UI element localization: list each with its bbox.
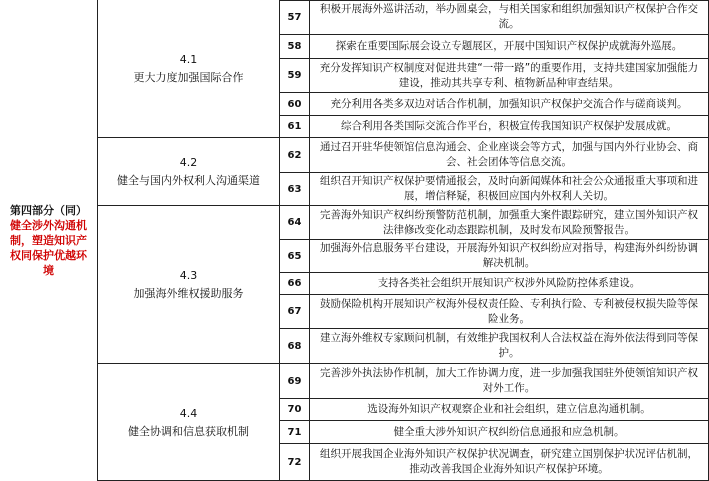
table-row [280, 399, 709, 421]
row-text: 综合利用各类国际交流合作平台，积极宣传我国知识产权保护发展成就。 [341, 120, 677, 132]
row-number: 69 [280, 364, 310, 398]
part-subtitle: 健全涉外沟通机制，塑造知识产权同保护优越环境 [10, 219, 87, 277]
row-text: 组织召开知识产权保护要情通报会，及时向新闻媒体和社会公众通报重大事项和进展，增信释疑，积极回应国内外权利人关切。 [320, 175, 698, 202]
row-number: 65 [280, 240, 310, 272]
row-text: 建立海外维权专家顾问机制，有效维护我国权利人合法权益在海外依法得到同等保护。 [320, 332, 698, 359]
row-number: 72 [280, 444, 310, 480]
table-row [280, 138, 709, 173]
row-text: 选设海外知识产权观察企业和社会组织，建立信息沟通机制。 [367, 403, 651, 415]
table-row [280, 295, 709, 329]
row-number: 58 [280, 35, 310, 58]
measure-cell-4-2 [98, 138, 280, 206]
row-number: 64 [280, 206, 310, 239]
row-number: 59 [280, 59, 310, 92]
row-text: 充分发挥知识产权制度对促进共建“一带一路”的重要作用，支持共建国家加强能力建设，推动其共享专利、植物新品种审查结果。 [319, 61, 699, 89]
measure-number: 4.1 [179, 53, 198, 66]
table-row [280, 364, 709, 399]
measure-title: 更大力度加强国际合作 [133, 71, 244, 84]
row-number: 57 [280, 0, 310, 34]
part-header-cell [0, 0, 98, 481]
table-row [280, 273, 709, 295]
row-text: 完善海外知识产权纠纷预警防范机制，加强重大案件跟踪研究，建立国外知识产权法律修改变化动态跟踪机制，及时发布风险预警报告。 [320, 208, 698, 236]
table-row [280, 206, 709, 240]
measure-cell-4-1 [98, 0, 280, 138]
table-row [280, 240, 709, 273]
measure-number: 4.3 [179, 269, 198, 282]
row-text: 通过召开驻华使领馆信息沟通会、企业座谈会等方式，加强与国内外行业协会、商会、社会团体等信息交流。 [320, 141, 698, 168]
row-text: 健全重大涉外知识产权纠纷信息通报和应急机制。 [393, 425, 625, 438]
row-number: 60 [280, 93, 310, 115]
row-text: 鼓励保险机构开展知识产权海外侵权责任险、专利执行险、专利被侵权损失险等保险业务。 [320, 297, 698, 325]
row-number: 68 [280, 329, 310, 363]
measure-title: 健全协调和信息获取机制 [128, 424, 249, 438]
row-text: 支持各类社会组织开展知识产权涉外风险防控体系建设。 [377, 277, 641, 289]
row-number: 70 [280, 399, 310, 420]
measure-title: 加强海外维权援助服务 [133, 287, 244, 300]
table-row [280, 444, 709, 481]
table-row [280, 59, 709, 93]
table-row [280, 421, 709, 444]
table-row [280, 0, 709, 35]
measure-title: 健全与国内外权利人沟通渠道 [117, 174, 260, 187]
row-text: 充分利用各类多双边对话合作机制，加强知识产权保护交流合作与磋商谈判。 [330, 97, 688, 110]
table-row [280, 35, 709, 59]
row-text: 加强海外信息服务平台建设，开展海外知识产权纠纷应对指导，构建海外纠纷协调解决机制。 [320, 242, 698, 269]
row-number: 66 [280, 273, 310, 294]
table-row [280, 116, 709, 138]
table-row [280, 93, 709, 116]
row-text: 积极开展海外巡讲活动，举办圆桌会，与相关国家和组织加强知识产权保护合作交流。 [320, 3, 698, 30]
part-label: 第四部分（同） [10, 204, 87, 217]
row-number: 67 [280, 295, 310, 328]
measure-cell-4-4 [98, 364, 280, 481]
measure-number: 4.4 [179, 406, 198, 420]
measure-cell-4-3 [98, 206, 280, 364]
row-number: 62 [280, 138, 310, 172]
row-text: 组织开展我国企业海外知识产权保护状况调查，研究建立国别保护状况评估机制，推动改善我国企业海外知识产权保护环境。 [320, 448, 698, 475]
row-number: 61 [280, 116, 310, 137]
table-row [280, 329, 709, 364]
row-text: 探索在重要国际展会设立专题展区，开展中国知识产权保护成就海外巡展。 [335, 40, 683, 52]
table-row [280, 173, 709, 206]
measure-number: 4.2 [179, 156, 198, 169]
row-number: 63 [280, 173, 310, 205]
row-number: 71 [280, 421, 310, 443]
row-text: 完善涉外执法协作机制，加大工作协调力度，进一步加强我国驻外使领馆知识产权对外工作。 [320, 367, 698, 394]
